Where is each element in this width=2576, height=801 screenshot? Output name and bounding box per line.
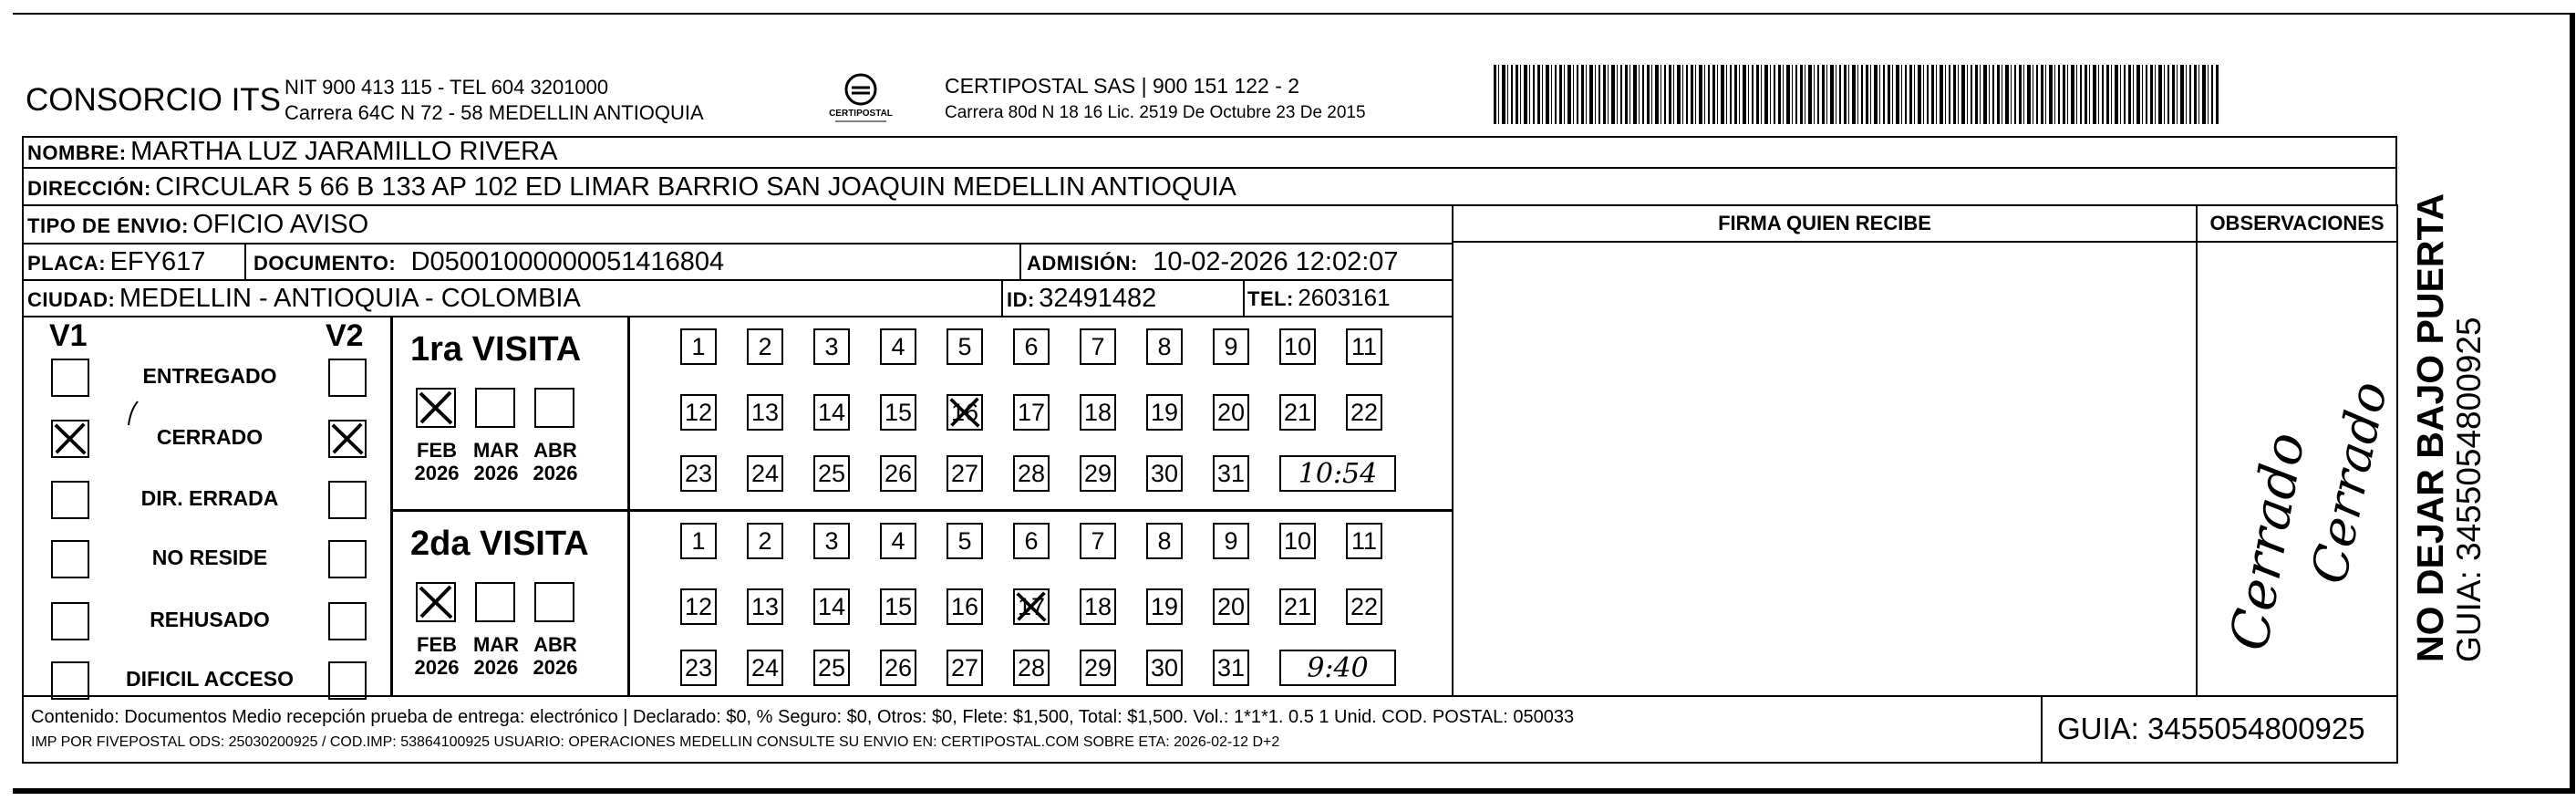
day-box[interactable]: 31	[1213, 455, 1249, 492]
v2-checkbox[interactable]	[328, 420, 367, 458]
v1-checkbox[interactable]	[51, 420, 89, 458]
certipostal-logo	[826, 71, 895, 126]
month-label	[405, 439, 469, 484]
month-label	[464, 439, 528, 484]
day-box[interactable]: 10	[1279, 523, 1316, 559]
day-box[interactable]: 6	[1013, 328, 1050, 365]
courier-license: Carrera 80d N 18 16 Lic. 2519 De Octubre 23 De 2015	[945, 103, 1366, 122]
type-field	[27, 210, 368, 240]
month-checkbox[interactable]	[416, 388, 456, 428]
city-value: MEDELLIN - ANTIOQUIA - COLOMBIA	[119, 284, 581, 313]
month-label	[405, 633, 469, 679]
v2-checkbox[interactable]	[328, 602, 367, 640]
day-box[interactable]: 23	[680, 455, 717, 492]
month-checkbox[interactable]	[475, 582, 515, 622]
day-box[interactable]: 2	[747, 328, 783, 365]
city-label: CIUDAD:	[27, 288, 116, 311]
month-name: ABR	[533, 439, 577, 462]
side-notice	[2409, 151, 2488, 662]
footer-guia: GUIA: 3455054800925	[2057, 712, 2365, 745]
visit-title: 2da VISITA	[410, 525, 589, 563]
barcode	[1494, 65, 2219, 124]
day-box[interactable]: 14	[813, 394, 850, 431]
company-address: Carrera 64C N 72 - 58 MEDELLIN ANTIOQUIA	[284, 101, 704, 124]
v2-checkbox[interactable]	[328, 481, 367, 519]
side-guia: GUIA: 3455054800925	[2450, 317, 2488, 662]
day-box[interactable]: 3	[813, 523, 850, 559]
status-label: DIR. ERRADA	[140, 486, 279, 510]
day-box[interactable]: 23	[680, 650, 717, 686]
day-box[interactable]: 29	[1080, 455, 1116, 492]
document-field	[253, 247, 724, 277]
v2-checkbox[interactable]	[328, 661, 367, 700]
month-checkbox[interactable]	[534, 582, 574, 622]
status-label: DIFICIL ACCESO	[125, 667, 294, 691]
admission-label: ADMISIÓN:	[1027, 252, 1138, 275]
day-box[interactable]: 4	[880, 328, 916, 365]
v1-checkbox[interactable]	[51, 602, 89, 640]
svg-text:CERTIPOSTAL: CERTIPOSTAL	[829, 109, 893, 119]
day-box[interactable]: 26	[880, 455, 916, 492]
day-x-mark-icon	[1015, 590, 1048, 623]
month-year: 2026	[473, 462, 519, 484]
signature-label: FIRMA QUIEN RECIBE	[1718, 212, 1931, 234]
name-field	[27, 137, 557, 167]
day-box[interactable]: 15	[880, 394, 916, 431]
day-box[interactable]: 18	[1080, 394, 1116, 431]
document-label: DOCUMENTO:	[253, 252, 397, 275]
day-box[interactable]: 25	[813, 455, 850, 492]
month-checkbox[interactable]	[534, 388, 574, 428]
day-box[interactable]: 27	[947, 650, 983, 686]
v2-checkbox[interactable]	[328, 540, 367, 578]
day-box[interactable]: 3	[813, 328, 850, 365]
day-box[interactable]: 12	[680, 588, 717, 625]
tel-value: 2603161	[1298, 284, 1391, 311]
v2-label: V2	[326, 318, 364, 353]
day-box[interactable]: 1	[680, 523, 717, 559]
day-box[interactable]: 2	[747, 523, 783, 559]
day-box[interactable]: 29	[1080, 650, 1116, 686]
time-box[interactable]: 10:54	[1279, 455, 1396, 492]
day-box[interactable]: 24	[747, 650, 783, 686]
day-box[interactable]: 20	[1213, 394, 1249, 431]
month-name: FEB	[417, 439, 457, 462]
day-box[interactable]: 16	[947, 588, 983, 625]
month-name: ABR	[533, 633, 577, 656]
day-box[interactable]: 28	[1013, 455, 1050, 492]
courier-name: CERTIPOSTAL SAS | 900 151 122 - 2	[945, 74, 1300, 98]
day-box[interactable]: 18	[1080, 588, 1116, 625]
month-name: FEB	[417, 633, 457, 656]
day-box[interactable]: 30	[1146, 650, 1183, 686]
plate-field	[27, 247, 205, 277]
v1-checkbox[interactable]	[51, 661, 89, 700]
pen-tick	[125, 400, 141, 427]
company-name: CONSORCIO ITS	[26, 82, 282, 118]
day-box[interactable]: 21	[1279, 394, 1316, 431]
address-field	[27, 172, 1236, 203]
city-field	[27, 284, 581, 314]
v2-x-mark-icon	[330, 421, 365, 456]
day-box[interactable]: 15	[880, 588, 916, 625]
plate-value: EFY617	[109, 247, 206, 276]
day-box[interactable]: 5	[947, 523, 983, 559]
v2-checkbox[interactable]	[328, 359, 367, 397]
v1-checkbox[interactable]	[51, 359, 89, 397]
document-value: D05001000000051416804	[410, 247, 725, 276]
day-box[interactable]: 12	[680, 394, 717, 431]
day-box[interactable]: 19	[1146, 394, 1183, 431]
day-x-mark-icon	[948, 396, 981, 429]
month-year: 2026	[533, 656, 578, 679]
month-year: 2026	[414, 656, 460, 679]
address-value: CIRCULAR 5 66 B 133 AP 102 ED LIMAR BARRIO SAN JOAQUIN MEDELLIN ANTIOQUIA	[155, 172, 1236, 202]
tel-label: TEL:	[1247, 287, 1294, 310]
month-checkbox[interactable]	[475, 388, 515, 428]
name-label: NOMBRE:	[27, 141, 127, 164]
footer-print: IMP POR FIVEPOSTAL ODS: 25030200925 / COD.IMP: 53864100925 USUARIO: OPERACIONES MEDELLIN CONSULTE SU ENVIO EN: CERTIPOSTAL.COM SOBRE ETA: 2026-02-12 D+2	[31, 734, 1280, 750]
day-box[interactable]: 4	[880, 523, 916, 559]
address-label: DIRECCIÓN:	[27, 177, 151, 200]
day-box[interactable]: 22	[1346, 394, 1382, 431]
day-box[interactable]: 11	[1346, 523, 1382, 559]
v1-checkbox[interactable]	[51, 540, 89, 578]
observations-label: OBSERVACIONES	[2209, 212, 2385, 234]
side-notice-text: NO DEJAR BAJO PUERTA	[2409, 192, 2451, 662]
name-value: MARTHA LUZ JARAMILLO RIVERA	[130, 137, 558, 166]
type-value: OFICIO AVISO	[192, 210, 369, 239]
v1-x-mark-icon	[53, 421, 88, 456]
month-year: 2026	[414, 462, 460, 484]
observation-handwriting-2: Cerrado	[2300, 376, 2399, 589]
day-box[interactable]: 26	[880, 650, 916, 686]
admission-value: 10-02-2026 12:02:07	[1153, 247, 1399, 276]
month-year: 2026	[473, 656, 519, 679]
day-box[interactable]: 14	[813, 588, 850, 625]
signature-box	[1452, 204, 2198, 697]
day-box[interactable]: 28	[1013, 650, 1050, 686]
day-box[interactable]: 16	[947, 394, 983, 431]
day-box[interactable]: 17	[1013, 394, 1050, 431]
month-label	[523, 633, 587, 679]
id-label: ID:	[1007, 288, 1035, 311]
day-box[interactable]: 10	[1279, 328, 1316, 365]
day-box[interactable]: 22	[1346, 588, 1382, 625]
day-box[interactable]: 8	[1146, 523, 1183, 559]
type-label: TIPO DE ENVIO:	[27, 214, 189, 237]
day-box[interactable]: 7	[1080, 523, 1116, 559]
day-box[interactable]: 25	[813, 650, 850, 686]
day-box[interactable]: 13	[747, 588, 783, 625]
day-box[interactable]: 7	[1080, 328, 1116, 365]
day-box[interactable]: 9	[1213, 328, 1249, 365]
day-box[interactable]: 21	[1279, 588, 1316, 625]
month-label	[523, 439, 587, 484]
day-box[interactable]: 30	[1146, 455, 1183, 492]
v1-checkbox[interactable]	[51, 481, 89, 519]
status-label: REHUSADO	[150, 608, 270, 631]
day-box[interactable]: 19	[1146, 588, 1183, 625]
status-label: NO RESIDE	[151, 546, 268, 569]
company-nit: NIT 900 413 115 - TEL 604 3201000	[284, 76, 609, 99]
time-box[interactable]: 9:40	[1279, 650, 1396, 686]
status-label: CERRADO	[156, 425, 264, 449]
day-box[interactable]: 31	[1213, 650, 1249, 686]
id-value: 32491482	[1039, 284, 1157, 313]
observation-handwriting-1: Cerrado	[2217, 427, 2317, 655]
footer-content: Contenido: Documentos Medio recepción prueba de entrega: electrónico | Declarado: $0, % Seguro: $0, Otros: $0, Flete: $1,500, Total: $1,500. Vol.: 1*1*1. 0.5 1 Unid. COD. POSTAL: 050033	[31, 707, 1575, 727]
day-box[interactable]: 27	[947, 455, 983, 492]
day-box[interactable]: 6	[1013, 523, 1050, 559]
day-box[interactable]: 9	[1213, 523, 1249, 559]
month-checkbox[interactable]	[416, 582, 456, 622]
day-box[interactable]: 8	[1146, 328, 1183, 365]
day-box[interactable]: 24	[747, 455, 783, 492]
day-box[interactable]: 13	[747, 394, 783, 431]
id-field	[1007, 284, 1156, 314]
tel-field	[1247, 284, 1391, 312]
day-box[interactable]: 11	[1346, 328, 1382, 365]
admission-field	[1027, 247, 1399, 277]
month-label	[464, 633, 528, 679]
month-name: MAR	[472, 633, 520, 656]
day-box[interactable]: 5	[947, 328, 983, 365]
visit-title: 1ra VISITA	[410, 330, 582, 369]
day-box[interactable]: 1	[680, 328, 717, 365]
month-year: 2026	[533, 462, 578, 484]
day-box[interactable]: 20	[1213, 588, 1249, 625]
month-x-mark-icon	[418, 584, 454, 620]
status-label: ENTREGADO	[142, 364, 277, 388]
v1-label: V1	[49, 318, 88, 353]
day-box[interactable]: 17	[1013, 588, 1050, 625]
plate-label: PLACA:	[27, 252, 107, 275]
month-x-mark-icon	[418, 390, 454, 426]
month-name: MAR	[472, 439, 520, 462]
